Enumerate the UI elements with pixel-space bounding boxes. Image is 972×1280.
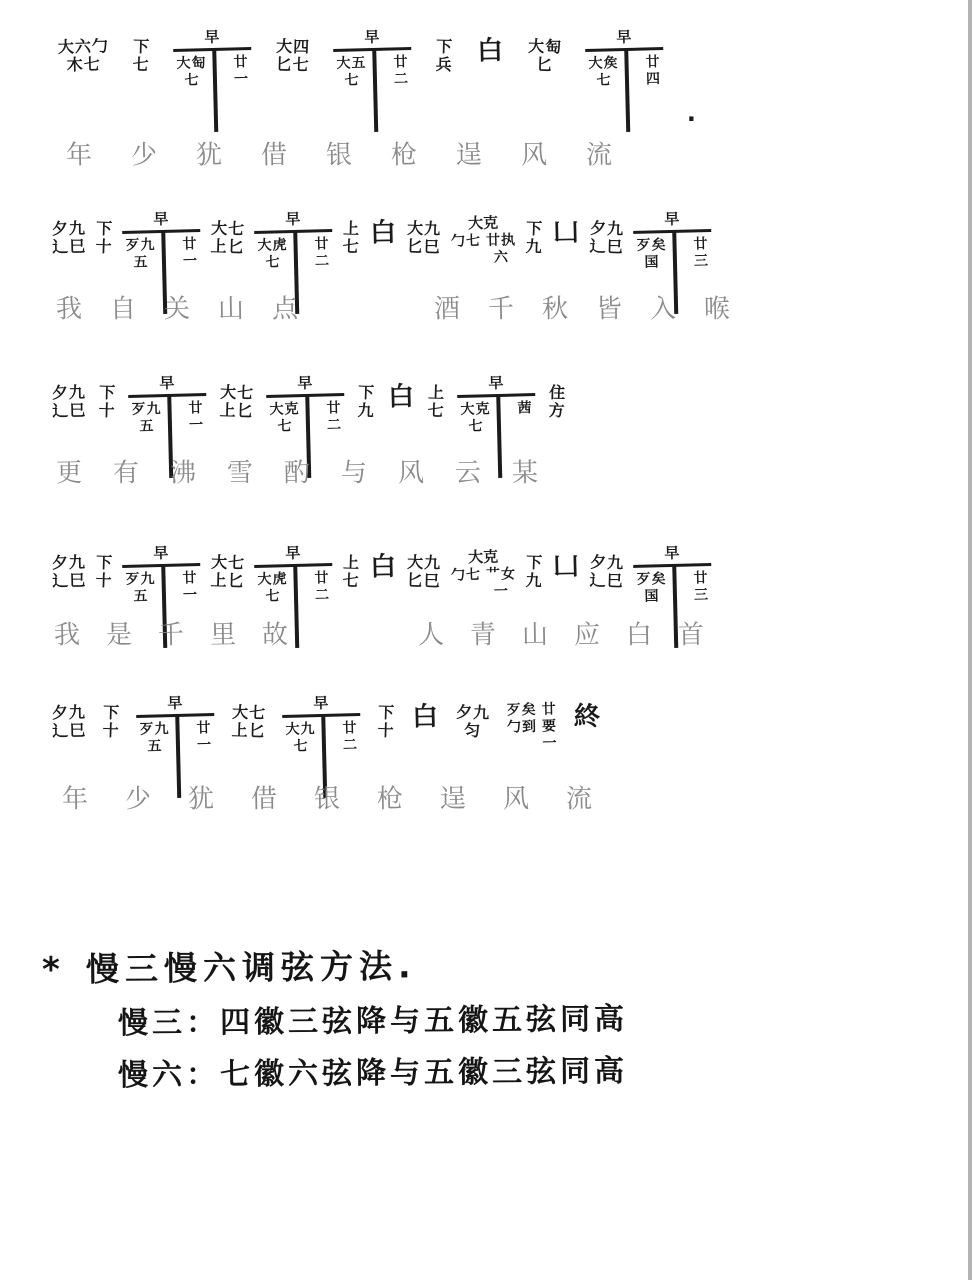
notation-cluster	[525, 212, 543, 257]
cluster-top: 早	[153, 543, 169, 563]
cluster-right-column	[693, 236, 709, 270]
notation-cluster	[406, 546, 441, 592]
cluster-part: 下	[357, 382, 376, 403]
lyric-char: 年	[61, 784, 89, 815]
cluster-part: 大九	[285, 721, 316, 738]
cluster-part: 白	[476, 35, 505, 67]
lyric-char: 银	[325, 140, 353, 171]
cluster-part: 歹九	[131, 401, 162, 418]
cluster-part: 白	[369, 551, 398, 583]
lyric-char: 点	[271, 294, 299, 325]
cluster-top: 早	[664, 209, 680, 229]
cluster-part: 廿	[196, 720, 212, 737]
cluster-top: 早	[167, 693, 183, 713]
cluster-part: .	[686, 98, 698, 127]
cluster-part: 二	[314, 586, 331, 604]
cluster-part: 四	[645, 70, 662, 88]
cluster-part: 大匋	[527, 36, 563, 57]
cluster-part: 兵	[435, 55, 453, 75]
cluster-part: 歹九	[139, 721, 170, 738]
cluster-top: 大克	[467, 547, 499, 567]
cluster-part: 七	[344, 72, 360, 89]
cluster-part: 艹女	[485, 566, 517, 583]
cluster-body	[507, 701, 558, 753]
lyric-char: 风	[397, 458, 425, 489]
cluster-part: 下	[377, 702, 396, 723]
cluster-part: 上匕	[210, 236, 245, 257]
notation-cluster	[527, 30, 562, 76]
cluster-part: 五	[139, 418, 155, 435]
cluster-part: 上	[427, 382, 446, 403]
cluster-part: 二	[326, 416, 343, 434]
cluster-right-column	[196, 720, 212, 754]
cluster-part: 上匕	[219, 400, 254, 421]
lyric-char: 银	[313, 784, 341, 815]
cluster-part: 廿	[188, 400, 204, 417]
lyric-char: 少	[130, 140, 158, 171]
notation-cluster	[342, 212, 360, 257]
cluster-part: 廿	[693, 570, 709, 587]
cluster-part: 上匕	[231, 720, 266, 741]
cluster-part: 一	[188, 416, 205, 434]
cluster-part: 夕九	[590, 218, 625, 239]
lyric-char: 应	[573, 620, 601, 651]
cluster-part: 大克	[269, 401, 300, 418]
cluster-left-column	[637, 237, 668, 271]
notation-cluster	[590, 546, 625, 592]
cluster-part: 廿	[182, 570, 198, 587]
notation-cluster	[51, 376, 86, 422]
cluster-part: 大九	[406, 218, 442, 239]
cluster-part: 歹九	[125, 571, 156, 588]
lyric-char: 秋	[541, 294, 569, 325]
cluster-top: 早	[153, 209, 169, 229]
cluster-body	[451, 566, 517, 601]
cluster-part: 住	[548, 382, 567, 403]
notation-cluster	[525, 546, 543, 591]
cluster-part: 上匕	[210, 570, 245, 591]
notation-row	[51, 693, 602, 798]
cluster-part: 夕九	[51, 382, 87, 403]
notation-cluster	[51, 696, 86, 742]
lyric-char: 关	[163, 294, 191, 325]
lyric-char: 人	[417, 620, 445, 651]
cluster-part: 七	[265, 254, 281, 271]
notation-cluster	[173, 29, 253, 133]
notation-cluster	[219, 376, 254, 422]
cluster-part: 七	[293, 738, 309, 755]
footnote-line: 慢六：七徽六弦降与五徽三弦同高	[117, 1053, 629, 1094]
lyric-char: 里	[209, 620, 237, 651]
notation-cluster	[357, 376, 375, 421]
cluster-left-column	[451, 233, 482, 267]
lyric-char: 年	[65, 140, 93, 171]
lyric-char: 山	[217, 294, 245, 325]
cluster-part: 二	[393, 70, 410, 88]
cluster-part: 下	[102, 702, 121, 723]
cluster-part: 一	[233, 70, 250, 88]
cluster-part: 歹矣	[506, 701, 537, 719]
lyric-char	[380, 294, 435, 326]
notation-cluster	[102, 696, 120, 741]
cluster-part: 辶巳	[589, 570, 625, 591]
cluster-part: 十	[98, 401, 116, 421]
cluster-part: 十	[377, 721, 395, 741]
cluster-part: 勹到	[506, 718, 538, 736]
cluster-part: 一	[196, 736, 213, 754]
cluster-part: 七	[277, 418, 293, 435]
lyric-char: 沸	[169, 458, 197, 489]
cluster-part: 七	[342, 571, 360, 591]
cluster-left-column	[637, 571, 668, 605]
cluster-part: 廿	[541, 701, 557, 718]
cluster-right-column	[486, 232, 517, 266]
cluster-part: 大七	[219, 382, 255, 403]
lyric-char: 逞	[455, 140, 483, 171]
lyric-char: 雪	[226, 458, 254, 489]
cluster-top: 早	[364, 27, 380, 47]
cluster-part: 六	[493, 249, 510, 266]
cluster-part: 大七	[210, 218, 246, 239]
cluster-right-column	[314, 570, 330, 604]
cluster-right-column	[693, 570, 709, 604]
cluster-part: 大六勹	[57, 36, 110, 57]
cluster-part: 下	[525, 218, 544, 239]
cluster-part: 国	[644, 588, 660, 605]
scan-edge-strip	[968, 0, 972, 1280]
cluster-part: 九	[525, 571, 544, 591]
lyric-char: 借	[250, 784, 278, 815]
lyric-row	[54, 620, 730, 651]
lyric-char: 有	[112, 458, 140, 489]
lyric-char: 借	[260, 140, 288, 171]
lyric-char: 更	[55, 458, 83, 489]
cluster-part: 大克	[460, 401, 491, 418]
cluster-part: 凵	[552, 217, 581, 249]
cluster-part: 辶巳	[52, 400, 87, 421]
lyric-char: 流	[585, 140, 613, 171]
cluster-part: 木七	[66, 54, 102, 75]
cluster-left-column	[131, 401, 162, 435]
lyric-char: 是	[105, 620, 133, 651]
cluster-part: 白	[411, 701, 440, 733]
cluster-part: 廿	[314, 570, 330, 587]
cluster-part: 廿执	[485, 232, 517, 249]
cluster-part: 大七	[231, 702, 267, 723]
cluster-left-column	[125, 237, 156, 271]
lyric-char: 喉	[703, 294, 731, 325]
footnote-title: 慢三慢六调弦方法.	[85, 946, 417, 989]
cluster-top: 早	[616, 27, 632, 47]
cluster-part: 廿	[393, 54, 409, 71]
cluster-part: 大五	[336, 55, 367, 72]
cluster-part: 十	[102, 721, 120, 741]
notation-cluster	[377, 696, 395, 741]
cluster-part: 下	[525, 552, 544, 573]
cluster-part: 廿	[645, 54, 661, 71]
footnote-line: 慢三：四徽三弦降与五徽五弦同高	[117, 1001, 629, 1042]
notation-cluster	[51, 546, 86, 592]
cluster-part: 要	[541, 718, 558, 735]
cluster-right-column	[326, 400, 342, 434]
notation-cluster	[370, 546, 398, 582]
notation-cluster	[427, 376, 445, 421]
cluster-top: 早	[159, 373, 175, 393]
cluster-right-column	[645, 54, 661, 88]
cluster-part: 下	[95, 218, 114, 239]
cluster-left-column	[507, 702, 538, 753]
cluster-part: 大四	[275, 36, 311, 57]
cluster-part: 匕巳	[406, 570, 442, 591]
lyric-char: 自	[109, 294, 137, 325]
lyric-char: 酌	[283, 458, 311, 489]
cluster-part: 一	[493, 583, 510, 600]
cluster-part: 方	[548, 401, 567, 421]
cluster-part: 五	[147, 738, 163, 755]
notation-cluster	[435, 30, 453, 75]
notation-cluster	[333, 29, 413, 133]
cluster-part: 歹矣	[636, 237, 667, 254]
lyric-char	[314, 620, 367, 652]
notation-row	[57, 27, 698, 132]
cluster-part: 廿	[342, 720, 358, 737]
lyric-char: 青	[469, 620, 497, 651]
cluster-part: 五	[133, 254, 149, 271]
cluster-part: 一	[182, 252, 199, 270]
cluster-top: 大克	[467, 213, 499, 233]
cluster-part: 七	[596, 72, 612, 89]
notation-cluster	[590, 212, 625, 258]
cluster-right-column	[393, 54, 409, 88]
notation-cluster	[57, 29, 109, 75]
cluster-part: 一	[182, 586, 199, 604]
cluster-part: 匕巳	[406, 236, 442, 257]
notation-cluster	[370, 212, 398, 248]
cluster-part: 歹九	[125, 237, 156, 254]
cluster-part: 下	[95, 552, 114, 573]
cluster-part: 七	[265, 588, 281, 605]
notation-cluster	[548, 376, 566, 421]
cluster-part: 大虎	[257, 571, 288, 588]
notation-cluster	[98, 376, 116, 421]
cluster-part: 上	[342, 218, 361, 239]
cluster-right-column	[182, 236, 198, 270]
cluster-part: 下	[98, 382, 117, 403]
cluster-part: 三	[693, 252, 710, 270]
cluster-part: 大虎	[257, 237, 288, 254]
lyric-char: 枪	[376, 784, 404, 815]
cluster-left-column	[588, 55, 619, 89]
notation-cluster	[450, 211, 516, 267]
lyric-char: 犹	[195, 140, 223, 171]
cluster-right-column	[314, 236, 330, 270]
cluster-part: 十	[95, 571, 113, 591]
cluster-part: 廿	[233, 54, 249, 71]
cluster-part: 二	[342, 736, 359, 754]
notation-cluster	[574, 696, 602, 732]
cluster-part: 下	[435, 36, 454, 57]
cluster-part: 二	[314, 252, 331, 270]
cluster-part: 夕九	[51, 702, 87, 723]
notation-cluster	[406, 212, 441, 258]
cluster-left-column	[176, 55, 207, 89]
cluster-part: 七	[184, 72, 200, 89]
cluster-body	[451, 232, 517, 267]
cluster-right-column	[342, 720, 358, 754]
cluster-part: 匕七	[275, 54, 310, 75]
cluster-part: 勹七	[450, 567, 482, 584]
cluster-part: 辶巳	[52, 720, 87, 741]
lyric-char: 与	[340, 458, 368, 489]
cluster-right-column	[233, 54, 249, 88]
notation-cluster	[342, 546, 360, 591]
cluster-part: 終	[573, 701, 602, 733]
cluster-left-column	[257, 237, 288, 271]
cluster-part: 勹七	[450, 233, 482, 250]
lyric-char: 白	[625, 620, 653, 651]
lyric-char: 酒	[433, 294, 461, 325]
notation-cluster	[687, 30, 700, 126]
cluster-right-column	[188, 400, 204, 434]
cluster-left-column	[451, 567, 482, 601]
notation-cluster	[553, 546, 581, 582]
footnote-bullet: *	[42, 950, 60, 990]
cluster-part: 上	[342, 552, 361, 573]
lyric-char: 某	[511, 458, 539, 489]
cluster-part: 匀	[463, 721, 482, 741]
cluster-left-column	[460, 401, 491, 435]
lyric-char: 首	[677, 620, 705, 651]
cluster-part: 辶巳	[589, 236, 625, 257]
lyric-row	[66, 140, 651, 171]
lyric-char: 山	[521, 620, 549, 651]
notation-cluster	[506, 695, 557, 753]
cluster-part: 九	[525, 237, 544, 257]
notation-cluster	[231, 696, 266, 742]
cluster-top: 早	[297, 373, 313, 393]
cluster-part: 三	[693, 586, 710, 604]
notation-cluster	[51, 212, 86, 258]
notation-cluster	[132, 30, 150, 75]
notation-cluster	[553, 212, 581, 248]
cluster-part: 茜	[517, 400, 533, 417]
lyric-row	[62, 784, 629, 815]
lyric-char: 云	[454, 458, 482, 489]
cluster-right-column	[486, 566, 517, 600]
cluster-part: 夕九	[455, 702, 491, 723]
lyric-row	[56, 458, 569, 489]
lyric-char: 皆	[595, 294, 623, 325]
cluster-part: 七	[468, 418, 484, 435]
notation-cluster	[210, 212, 245, 258]
cluster-part: 廿	[326, 400, 342, 417]
notation-cluster	[585, 29, 665, 133]
cluster-part: 十	[95, 237, 113, 257]
lyric-char: 犹	[187, 784, 215, 815]
cluster-part: 白	[387, 381, 416, 413]
notation-cluster	[412, 696, 440, 732]
cluster-part: 歹矣	[636, 571, 667, 588]
cluster-part: 廿	[182, 236, 198, 253]
cluster-left-column	[285, 721, 316, 755]
cluster-part: 夕九	[51, 552, 87, 573]
lyric-char	[326, 294, 381, 326]
lyric-char	[366, 620, 419, 652]
cluster-part: 廿	[693, 236, 709, 253]
cluster-left-column	[257, 571, 288, 605]
lyric-char: 我	[55, 294, 83, 325]
lyric-char: 风	[502, 784, 530, 815]
cluster-part: 五	[133, 588, 149, 605]
lyric-char: 千	[157, 620, 185, 651]
cluster-top: 早	[285, 209, 301, 229]
cluster-top: 早	[204, 27, 220, 47]
lyric-char: 千	[487, 294, 515, 325]
notation-cluster	[275, 30, 310, 76]
notation-cluster	[95, 546, 113, 591]
lyric-char: 风	[520, 140, 548, 171]
cluster-part: 七	[132, 55, 150, 75]
lyric-char: 逞	[439, 784, 467, 815]
cluster-part: 大匋	[176, 55, 207, 72]
cluster-right-column	[542, 701, 558, 752]
cluster-left-column	[269, 401, 300, 435]
cluster-left-column	[336, 55, 367, 89]
lyric-char: 故	[261, 620, 289, 651]
cluster-part: 国	[644, 254, 660, 271]
cluster-top: 早	[488, 373, 504, 393]
notation-cluster	[455, 696, 490, 742]
cluster-top: 早	[285, 543, 301, 563]
cluster-left-column	[125, 571, 156, 605]
lyric-char: 入	[649, 294, 677, 325]
cluster-part: 七	[342, 237, 360, 257]
notation-cluster	[95, 212, 113, 257]
cluster-left-column	[139, 721, 170, 755]
cluster-part: 匕	[535, 55, 554, 75]
cluster-part: 凵	[552, 551, 581, 583]
lyric-char: 我	[53, 620, 81, 651]
notation-cluster	[477, 30, 505, 66]
cluster-part: 大九	[406, 552, 442, 573]
cluster-part: 夕九	[590, 552, 625, 573]
cluster-part: 七	[427, 401, 446, 421]
lyric-row	[56, 294, 758, 325]
lyric-char: 少	[124, 784, 152, 815]
cluster-right-column	[517, 400, 533, 434]
notation-cluster	[450, 545, 516, 601]
lyric-char: 流	[565, 784, 593, 815]
cluster-part: 大七	[210, 552, 246, 573]
cluster-part: 辶巳	[52, 236, 87, 257]
cluster-part: 下	[132, 36, 151, 57]
cluster-part: 夕九	[51, 218, 87, 239]
cluster-top: 早	[664, 543, 680, 563]
cluster-part: 辶巳	[52, 570, 87, 591]
notation-cluster	[388, 376, 416, 412]
lyric-char: 枪	[390, 140, 418, 171]
cluster-top: 早	[313, 693, 329, 713]
cluster-right-column	[182, 570, 198, 604]
notation-cluster	[210, 546, 245, 592]
cluster-part: 廿	[314, 236, 330, 253]
cluster-part: 大矦	[588, 55, 619, 72]
cluster-part: 一	[542, 734, 558, 752]
cluster-part: 九	[357, 401, 375, 421]
cluster-part: 白	[369, 217, 398, 249]
